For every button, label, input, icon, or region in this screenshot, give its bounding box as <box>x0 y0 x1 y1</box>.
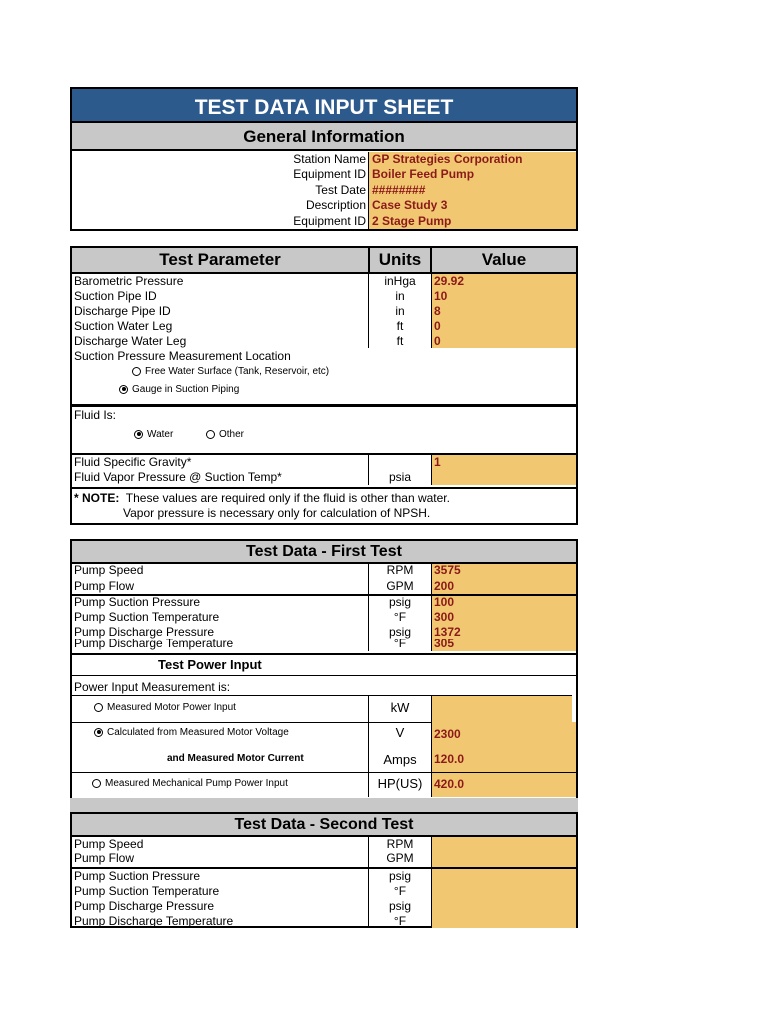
test-row <box>72 578 576 594</box>
fluid-properties-table <box>70 455 578 489</box>
station-name-field[interactable]: GP Strategies Corporation <box>368 152 576 167</box>
current-field[interactable]: 120.0 <box>434 752 465 766</box>
param-row <box>72 334 576 349</box>
param-row <box>72 304 576 319</box>
discharge-temp-field-2[interactable] <box>432 914 576 928</box>
sheet-title: TEST DATA INPUT SHEET <box>70 87 578 123</box>
test-label: Pump Flow <box>74 579 135 593</box>
test-label: Pump Discharge Pressure <box>74 899 215 913</box>
test-row <box>72 837 576 851</box>
test-units: psig <box>368 869 432 884</box>
suction-location-label: Suction Pressure Measurement Location <box>74 349 291 363</box>
first-test-table <box>70 539 578 655</box>
param-label: Discharge Pipe ID <box>74 304 171 318</box>
test-units: RPM <box>368 564 432 578</box>
radio-water[interactable] <box>134 429 173 440</box>
radio-unchecked-icon <box>132 367 141 376</box>
test-units: °F <box>368 914 432 928</box>
test-row <box>72 564 576 578</box>
note-box <box>70 487 578 525</box>
fluid-row <box>72 455 576 470</box>
param-label: Suction Pipe ID <box>74 289 157 303</box>
voltage-current-units <box>368 722 432 772</box>
power-measure-label: Power Input Measurement is: <box>74 680 231 694</box>
discharge-temp-field[interactable]: 305 <box>432 639 576 651</box>
radio-checked-icon <box>94 728 103 737</box>
equipment-id-field-2[interactable]: 2 Stage Pump <box>368 214 576 229</box>
radio-other[interactable] <box>206 429 244 440</box>
param-units: ft <box>368 334 432 349</box>
radio-label: Gauge in Suction Piping <box>132 384 240 395</box>
general-row <box>72 198 576 213</box>
radio-calculated[interactable] <box>72 722 368 772</box>
param-value-field[interactable]: 0 <box>432 334 576 349</box>
power-row-voltage-current <box>72 722 576 773</box>
radio-gauge-suction[interactable] <box>119 384 239 395</box>
note-text-2: Vapor pressure is necessary only for calculation of NPSH. <box>123 506 431 520</box>
power-units: Amps <box>383 752 417 767</box>
power-heading: Test Power Input <box>72 654 576 676</box>
test-label: Pump Discharge Temperature <box>74 914 234 928</box>
param-row <box>72 289 576 304</box>
radio-checked-icon <box>134 430 143 439</box>
general-row <box>72 214 576 229</box>
param-row <box>72 319 576 334</box>
test-row <box>72 610 576 625</box>
suction-pressure-field-2[interactable] <box>432 869 576 884</box>
param-value-field[interactable]: 0 <box>432 319 576 334</box>
radio-mechanical-power[interactable] <box>72 773 368 797</box>
test-units: °F <box>368 639 432 651</box>
param-units: inHga <box>368 274 432 289</box>
test-label: Pump Discharge Pressure <box>74 625 215 639</box>
param-units: ft <box>368 319 432 334</box>
param-label: Discharge Water Leg <box>74 334 187 348</box>
test-row <box>72 869 576 884</box>
radio-motor-power[interactable] <box>72 696 368 722</box>
test-row <box>72 914 576 928</box>
test-row <box>72 625 576 639</box>
param-units: in <box>368 289 432 304</box>
param-label: Suction Water Leg <box>74 319 173 333</box>
param-value-field[interactable]: 8 <box>432 304 576 319</box>
general-label: Station Name <box>293 152 366 166</box>
description-field[interactable]: Case Study 3 <box>368 198 576 213</box>
radio-label: Free Water Surface (Tank, Reservoir, etc) <box>145 366 330 377</box>
pump-speed-field-2[interactable] <box>432 837 576 851</box>
power-row-label: Measured Motor Power Input <box>107 702 236 713</box>
test-label: Pump Speed <box>74 837 144 851</box>
test-parameter-table <box>70 246 578 350</box>
power-row <box>72 695 572 723</box>
power-row <box>72 773 576 797</box>
suction-temp-field-2[interactable] <box>432 884 576 899</box>
second-test-heading: Test Data - Second Test <box>72 814 576 837</box>
param-header: Test Parameter <box>159 250 281 269</box>
radio-free-water[interactable] <box>132 366 329 377</box>
test-row <box>72 639 576 651</box>
radio-unchecked-icon <box>206 430 215 439</box>
suction-location-group <box>70 348 578 406</box>
power-units: V <box>395 725 405 740</box>
test-data-sheet <box>70 87 578 231</box>
param-value-field[interactable]: 29.92 <box>432 274 576 289</box>
test-label: Pump Suction Temperature <box>74 610 220 624</box>
power-row-label: Calculated from Measured Motor Voltage <box>107 727 289 738</box>
power-input-section <box>70 654 578 798</box>
general-label: Test Date <box>315 182 366 197</box>
fluid-prop-units: psia <box>368 470 432 485</box>
voltage-field[interactable]: 2300 <box>434 727 461 741</box>
note-text-1: These values are required only if the fluid is other than water. <box>125 491 450 505</box>
test-label: Pump Suction Temperature <box>74 884 220 898</box>
vapor-pressure-field[interactable] <box>432 470 576 485</box>
pump-speed-field[interactable]: 3575 <box>432 564 576 578</box>
calculated-label-row <box>94 727 289 738</box>
test-units: RPM <box>368 837 432 851</box>
power-row-label: and Measured Motor Current <box>167 753 304 764</box>
test-label: Pump Speed <box>74 564 144 577</box>
second-test-group-b <box>72 869 576 928</box>
first-test-heading: Test Data - First Test <box>72 541 576 564</box>
power-units: kW <box>368 696 432 722</box>
test-units: °F <box>368 610 432 625</box>
first-test-group-b <box>72 596 576 651</box>
test-units: GPM <box>368 578 432 594</box>
param-units: in <box>368 304 432 319</box>
test-row <box>72 899 576 914</box>
general-row <box>72 167 576 182</box>
fluid-type-group <box>70 405 578 455</box>
general-label: Equipment ID <box>293 167 366 182</box>
discharge-pressure-field-2[interactable] <box>432 899 576 914</box>
param-row <box>72 274 576 289</box>
general-row <box>72 152 576 167</box>
test-units: GPM <box>368 851 432 867</box>
units-header: Units <box>368 248 432 272</box>
radio-unchecked-icon <box>94 703 103 712</box>
fluid-row <box>72 470 576 485</box>
pump-flow-field[interactable]: 200 <box>432 578 576 594</box>
second-test-table <box>70 812 578 928</box>
test-row <box>72 884 576 899</box>
suction-pressure-field[interactable]: 100 <box>432 596 576 610</box>
power-units: HP(US) <box>368 773 432 797</box>
test-label: Pump Flow <box>74 851 135 865</box>
fluid-prop-label: Fluid Specific Gravity* <box>74 455 192 469</box>
radio-checked-icon <box>119 385 128 394</box>
motor-power-field[interactable] <box>432 696 572 722</box>
mechanical-power-field[interactable]: 420.0 <box>432 773 576 797</box>
test-units: psig <box>368 625 432 639</box>
param-label: Barometric Pressure <box>74 274 184 288</box>
value-header: Value <box>481 250 527 269</box>
voltage-current-values <box>432 722 576 772</box>
note-line-1 <box>72 491 576 506</box>
equipment-id-field[interactable]: Boiler Feed Pump <box>368 167 576 182</box>
general-info-table <box>70 151 578 231</box>
discharge-pressure-field[interactable]: 1372 <box>432 625 576 639</box>
test-units: psig <box>368 596 432 610</box>
test-units: psig <box>368 899 432 914</box>
fluid-label: Fluid Is: <box>74 408 117 422</box>
test-label: Pump Suction Pressure <box>74 596 201 609</box>
suction-temp-field[interactable]: 300 <box>432 610 576 625</box>
note-prefix: * NOTE: <box>74 491 120 505</box>
power-row-label: Measured Mechanical Pump Power Input <box>105 778 288 789</box>
test-label: Pump Discharge Temperature <box>74 639 234 650</box>
radio-label: Water <box>147 429 174 440</box>
parameter-header-row <box>72 248 576 274</box>
param-value-field[interactable]: 10 <box>432 289 576 304</box>
test-row <box>72 851 576 867</box>
first-test-group-a <box>72 564 576 596</box>
fluid-prop-label: Fluid Vapor Pressure @ Suction Temp* <box>74 470 282 484</box>
test-units: °F <box>368 884 432 899</box>
radio-label: Other <box>219 429 245 440</box>
specific-gravity-field[interactable]: 1 <box>432 455 576 470</box>
test-row <box>72 596 576 610</box>
second-test-group-a <box>72 837 576 869</box>
test-date-field[interactable]: ######## <box>368 183 576 198</box>
general-label: Equipment ID <box>293 213 366 228</box>
general-label: Description <box>305 198 366 213</box>
general-row <box>72 183 576 198</box>
general-info-heading: General Information <box>70 123 578 151</box>
pump-flow-field-2[interactable] <box>432 851 576 867</box>
test-label: Pump Suction Pressure <box>74 869 201 883</box>
section-divider <box>70 798 578 812</box>
radio-unchecked-icon <box>92 779 101 788</box>
fluid-prop-units <box>368 455 432 470</box>
